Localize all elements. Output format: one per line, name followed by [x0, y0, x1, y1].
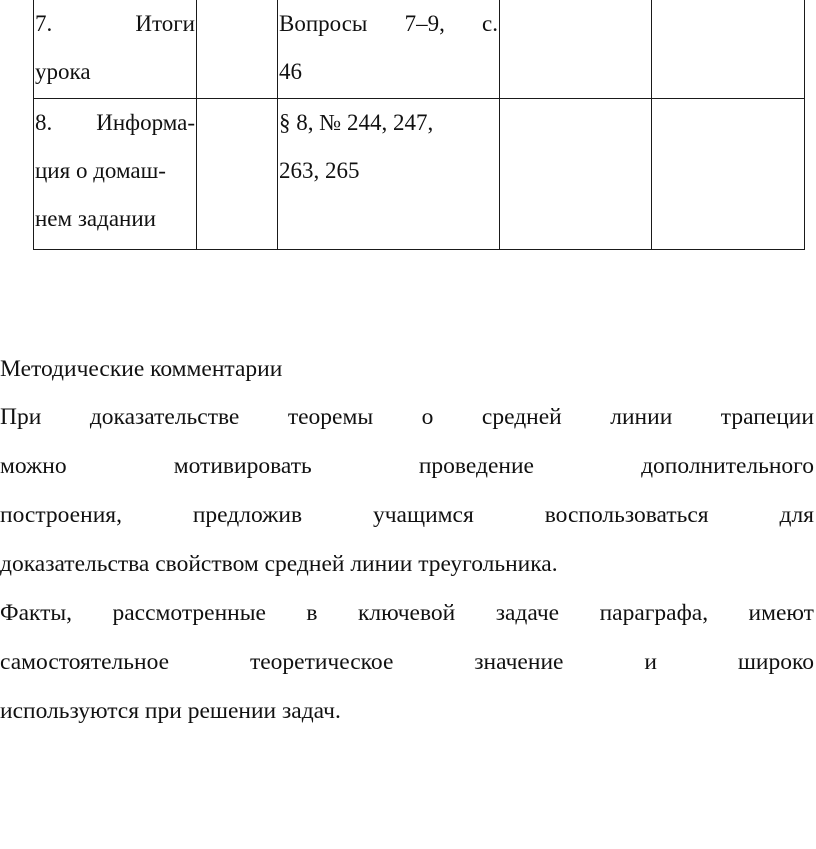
word: трапеции: [720, 404, 814, 430]
text-line: [0, 638, 814, 687]
text-line: [0, 393, 814, 442]
empty-cell: [500, 0, 652, 99]
word: широко: [737, 649, 814, 675]
word: рассмотренные: [112, 600, 266, 626]
empty-cell: [197, 0, 278, 99]
word: учащимся: [372, 502, 474, 528]
table-row: [34, 0, 805, 99]
word: можно: [0, 453, 67, 479]
text-line: доказательства свойством средней линии треугольника.: [0, 551, 558, 577]
stage-line: 8. Информа-: [35, 110, 195, 135]
text-line: [0, 442, 814, 491]
stage-word: Итоги: [135, 11, 195, 36]
stage-line: нем задании: [35, 206, 156, 231]
word: предложив: [192, 502, 303, 528]
task-line: 46: [279, 59, 302, 84]
word: ключевой: [357, 600, 456, 626]
word: для: [779, 502, 814, 528]
word: о: [421, 404, 434, 430]
word: самостоятельное: [0, 649, 170, 675]
table-row: [34, 99, 805, 250]
word: проведение: [418, 453, 534, 479]
stage-line: [35, 0, 195, 48]
empty-cell: [652, 99, 805, 250]
word: линии: [610, 404, 673, 430]
stage-line: урока: [35, 59, 91, 84]
stage-cell: [34, 0, 197, 99]
task-cell: [278, 0, 500, 99]
stage-cell: [34, 99, 197, 250]
text-line: [0, 589, 814, 638]
text-line: используются при решении задач.: [0, 698, 341, 724]
word: задаче: [495, 600, 560, 626]
word: доказательстве: [89, 404, 240, 430]
task-line: Вопросы 7–9, с.: [279, 11, 498, 36]
paragraph-2: [0, 589, 814, 736]
task-cell: [278, 99, 500, 250]
empty-cell: [652, 0, 805, 99]
stage-number: 7.: [35, 11, 53, 36]
word: теоретическое: [249, 649, 394, 675]
lesson-plan-table: [33, 0, 805, 250]
word: дополнительного: [641, 453, 814, 479]
word: построения,: [0, 502, 122, 528]
word: мотивировать: [173, 453, 312, 479]
word: и: [644, 649, 657, 675]
word: параграфа,: [599, 600, 709, 626]
word: имеют: [748, 600, 814, 626]
section-heading: Методические комментарии: [0, 356, 283, 382]
word: Факты,: [0, 600, 73, 626]
empty-cell: [197, 99, 278, 250]
word: воспользоваться: [544, 502, 709, 528]
word: теоремы: [287, 404, 374, 430]
stage-line: ция о домаш-: [35, 158, 166, 183]
word: При: [0, 404, 42, 430]
word: значение: [474, 649, 564, 675]
paragraph-1: [0, 393, 814, 589]
methodical-comments: [0, 345, 814, 736]
task-line: § 8, № 244, 247,: [279, 110, 434, 135]
empty-cell: [500, 99, 652, 250]
text-line: [0, 491, 814, 540]
word: средней: [481, 404, 562, 430]
task-line: 263, 265: [279, 158, 360, 183]
word: в: [306, 600, 318, 626]
